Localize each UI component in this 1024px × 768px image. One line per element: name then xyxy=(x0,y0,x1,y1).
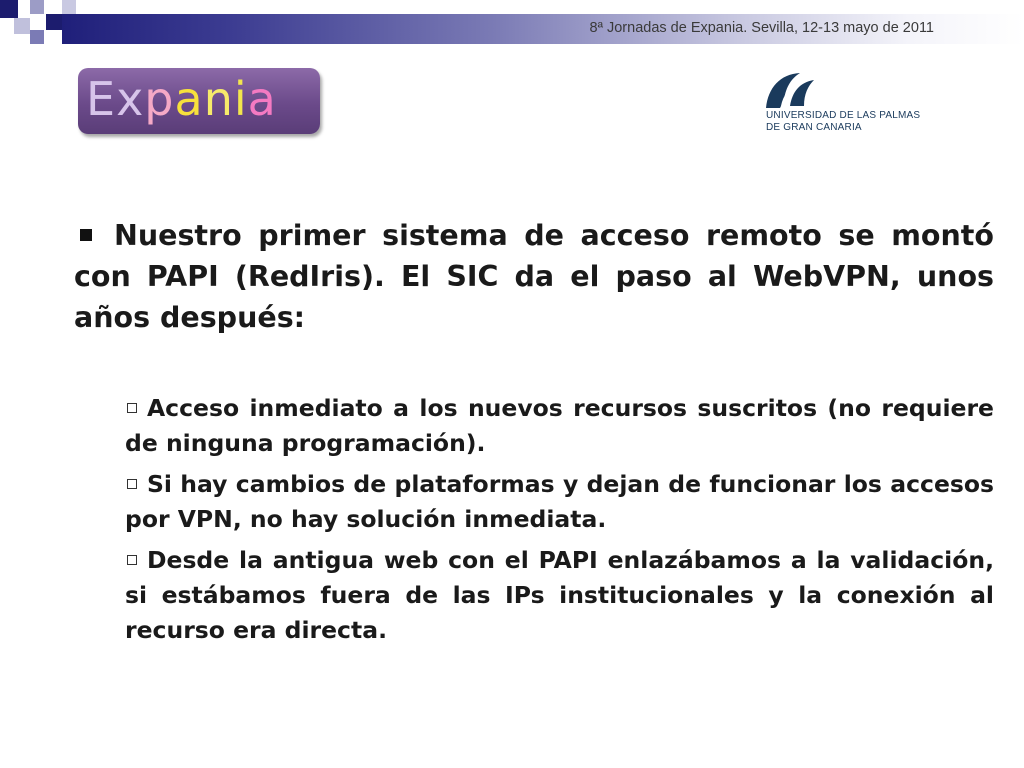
expania-logo-text: Expania xyxy=(86,72,277,126)
event-title: 8ª Jornadas de Expania. Sevilla, 12-13 mayo de 2011 xyxy=(589,20,934,36)
ulpgc-logo-text: UNIVERSIDAD DE LAS PALMAS DE GRAN CANARIA xyxy=(766,110,921,133)
sub-point-text: Acceso inmediato a los nuevos recursos suscritos (no requiere de ninguna programación). xyxy=(125,394,994,457)
sub-bullet-list xyxy=(125,391,994,654)
hollow-square-bullet-icon xyxy=(127,403,137,413)
ulpgc-logo xyxy=(760,70,930,136)
ulpgc-emblem-icon xyxy=(762,70,822,110)
expania-logo xyxy=(78,68,320,134)
main-point-text: Nuestro primer sistema de acceso remoto se montó con PAPI (RedIris). El SIC da el paso al WebVPN, unos años después: xyxy=(74,219,994,334)
decor-square xyxy=(62,0,76,14)
list-item xyxy=(125,543,994,648)
hollow-square-bullet-icon xyxy=(127,555,137,565)
decor-square xyxy=(14,18,30,34)
list-item xyxy=(125,467,994,537)
decor-square xyxy=(0,0,18,18)
sub-point-text: Si hay cambios de plataformas y dejan de funcionar los accesos por VPN, no hay solución inmediata. xyxy=(125,470,994,533)
list-item xyxy=(125,391,994,461)
main-bullet-point xyxy=(74,215,994,338)
square-bullet-icon xyxy=(80,229,92,241)
decor-square xyxy=(30,30,44,44)
decor-square xyxy=(30,0,44,14)
hollow-square-bullet-icon xyxy=(127,479,137,489)
decor-square xyxy=(46,14,62,30)
sub-point-text: Desde la antigua web con el PAPI enlazábamos a la validación, si estábamos fuera de las IPs institucionales y la conexión al recurso era directa. xyxy=(125,546,994,644)
